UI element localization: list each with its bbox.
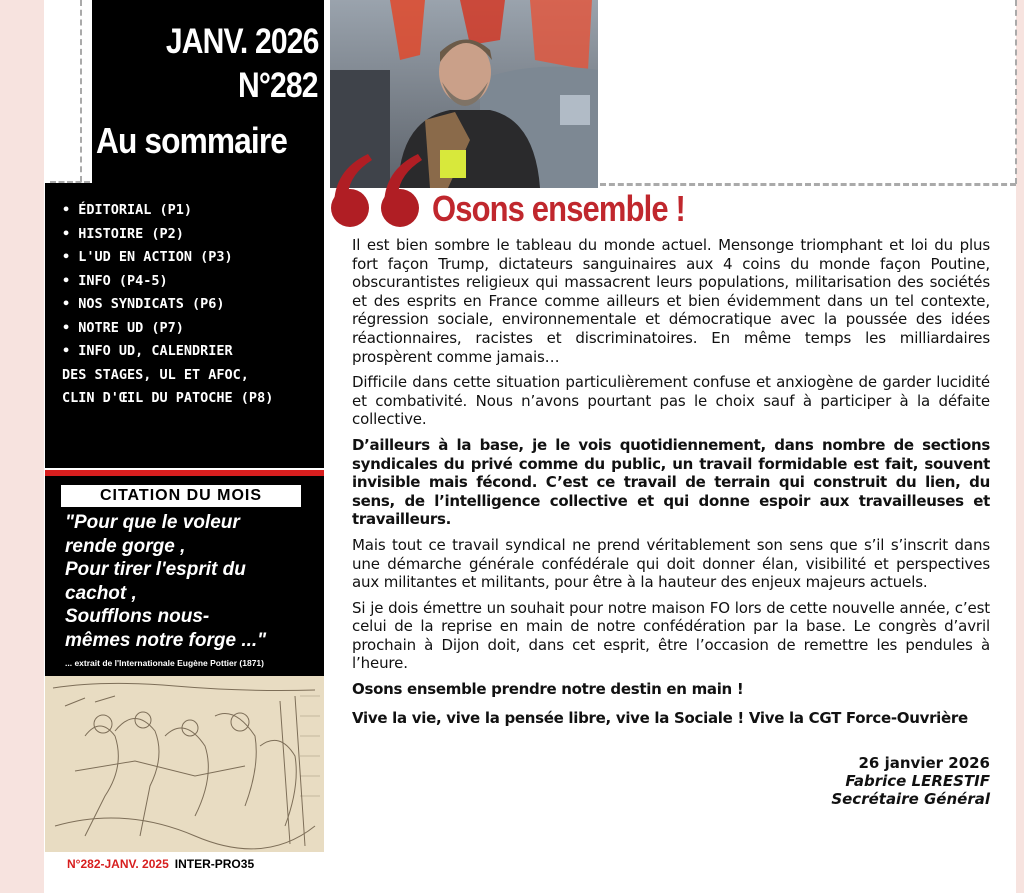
- toc-item[interactable]: • INFO UD, CALENDRIER: [62, 343, 233, 359]
- dashed-divider: [1015, 0, 1017, 184]
- signature-date: 26 janvier 2026: [858, 754, 990, 772]
- quote-line: mêmes notre forge ...": [65, 629, 267, 651]
- dashed-divider: [80, 0, 82, 182]
- toc-item[interactable]: • NOS SYNDICATS (P6): [62, 296, 225, 312]
- quote-line: rende gorge ,: [65, 535, 186, 557]
- toc-item[interactable]: • L'UD EN ACTION (P3): [62, 249, 233, 265]
- internationale-sketch-image: [45, 676, 324, 852]
- quote-text: [65, 511, 320, 652]
- toc-item[interactable]: • NOTRE UD (P7): [62, 319, 184, 336]
- quote-line: "Pour que le voleur: [65, 512, 240, 533]
- toc-item[interactable]: CLIN D'ŒIL DU PATOCHE (P8): [62, 390, 274, 406]
- footer-issue: N°282-JANV. 2025: [67, 857, 169, 871]
- paragraph: Il est bien sombre le tableau du monde actuel. Mensonge triomphant et loi du plus fort façon Trump, dictateurs sanguinaires aux 4 coins du monde façon Poutine, obscurantistes religieux qui massacrent leurs populations, militarisation des sociétés et des esprits en France comme ailleurs et bien évidemment dans un tel contexte, régression sociale, environnementale et démocratique avec la poussée des idées réactionnaires, racistes et discriminatoires. En même temps les milliardaires prospèrent comme jamais…: [352, 236, 990, 366]
- toc-item[interactable]: • INFO (P4-5): [62, 272, 168, 289]
- quote-title: CITATION DU MOIS: [61, 485, 301, 507]
- signature-block: [831, 754, 990, 808]
- editorial-body: [352, 236, 990, 734]
- issue-date: JANV. 2026: [165, 22, 318, 61]
- closing-line: Osons ensemble prendre notre destin en main !: [352, 680, 744, 699]
- quote-line: Pour tirer l'esprit du: [65, 559, 246, 580]
- opening-quote-marks-icon: [326, 148, 432, 238]
- quote-line: cachot ,: [65, 582, 137, 604]
- quote-source: ... extrait de l'Internationale Eugène Pottier (1871): [65, 658, 264, 668]
- paragraph: Difficile dans cette situation particulièrement confuse et anxiogène de garder lucidité et combativité. Nous n’avons pourtant pas le choix sauf à participer à la défaite collective.: [352, 373, 990, 429]
- issue-number: N°282: [238, 66, 318, 105]
- masthead: [92, 0, 324, 183]
- paragraph: D’ailleurs à la base, je le vois quotidiennement, dans nombre de sections syndicales du privé comme du public, un travail formidable est fait, souvent invisible mais fécond. C’est ce travail de terrain qui construit du lien, du sens, de l’intelligence collective et qui donne espoir aux travailleuses et travailleurs.: [352, 435, 990, 529]
- toc-item[interactable]: DES STAGES, UL ET AFOC,: [62, 366, 249, 383]
- table-of-contents: [45, 183, 324, 468]
- closing-line: Vive la vie, vive la pensée libre, vive la Sociale ! Vive la CGT Force-Ouvrière: [352, 708, 968, 727]
- dashed-divider: [600, 183, 1016, 186]
- quote-line: Soufflons nous-: [65, 606, 210, 627]
- page-footer: [67, 857, 254, 871]
- paragraph: Mais tout ce travail syndical ne prend véritablement son sens que s’il s’inscrit dans une démarche générale confédérale qui doit donner élan, visibilité et perspectives aux militantes et militants, pour être à la hauteur des enjeux majeurs actuels.: [352, 535, 990, 592]
- quote-of-month: [45, 476, 324, 676]
- toc-item[interactable]: • ÉDITORIAL (P1): [62, 202, 193, 218]
- toc-item[interactable]: • HISTOIRE (P2): [62, 225, 184, 242]
- contents-heading: Au sommaire: [96, 120, 288, 161]
- signature-name: Fabrice LERESTIF: [845, 772, 990, 790]
- signature-role: Secrétaire Général: [831, 790, 990, 808]
- footer-publication: INTER-PRO35: [174, 857, 255, 871]
- paragraph: Si je dois émettre un souhait pour notre maison FO lors de cette nouvelle année, c’est celui de la reprise en main de notre confédération par la base. Le congrès d’avril prochain à Dijon doit, dans cet esprit, être l’occasion de remettre les pendules à l’heure.: [352, 598, 990, 673]
- article-headline: Osons ensemble !: [432, 188, 685, 229]
